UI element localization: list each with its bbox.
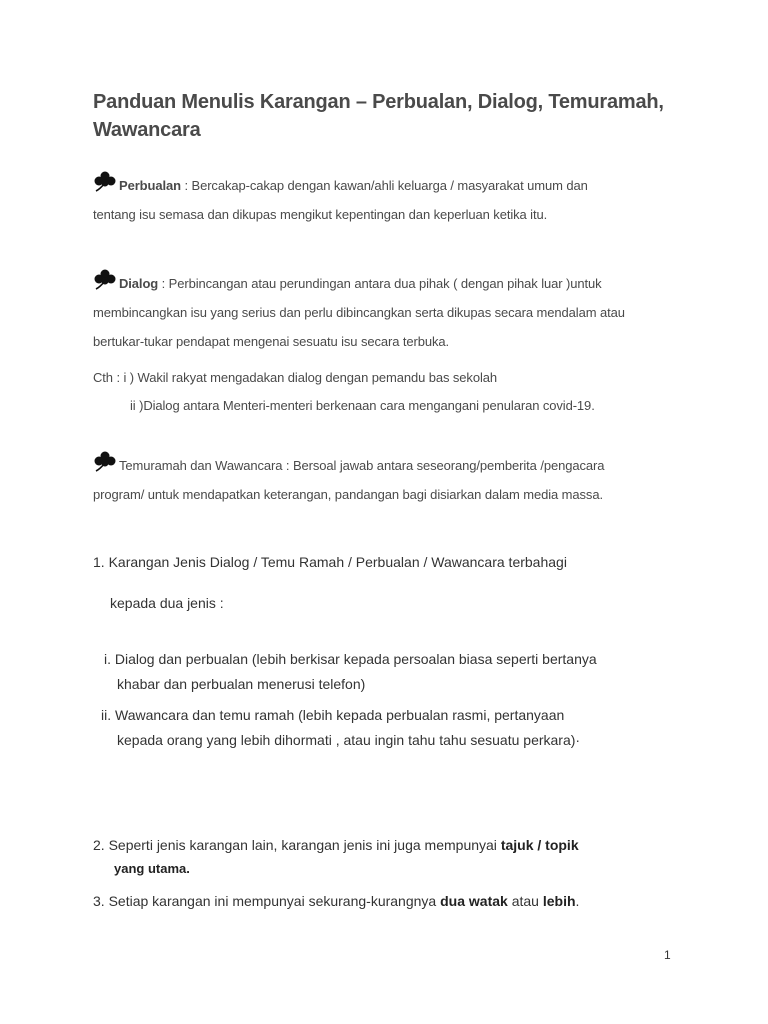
- dialog-line-2: membincangkan isu yang serius dan perlu dibincangkan serta dikupas secara mendalam atau: [93, 305, 625, 320]
- title-line-1: Panduan Menulis Karangan – Perbualan, Dialog, Temuramah,: [93, 91, 664, 113]
- perbualan-paragraph: [93, 170, 693, 229]
- clover-icon: [93, 268, 117, 290]
- dialog-line-3: bertukar-tukar pendapat mengenai sesuatu isu secara terbuka.: [93, 334, 450, 349]
- dialog-term: Dialog: [119, 276, 159, 291]
- point-3-bold-1: dua watak: [440, 893, 508, 909]
- point-3-bold-2: lebih: [542, 893, 576, 909]
- sub-point-i-line-1: i. Dialog dan perbualan (lebih berkisar kepada persoalan biasa seperti bertanya: [104, 651, 597, 667]
- sub-point-ii-line-2: kepada orang yang lebih dihormati , atau ingin tahu tahu sesuatu perkara)·: [117, 732, 581, 748]
- perbualan-term: Perbualan: [119, 178, 181, 193]
- perbualan-definition: : Bercakap-cakap dengan kawan/ahli keluarga / masyarakat umum dan: [180, 178, 588, 193]
- dialog-examples: [93, 364, 693, 420]
- point-2-bold: tajuk / topik: [500, 837, 579, 853]
- temuramah-definition: Temuramah dan Wawancara : Bersoal jawab antara seseorang/pemberita /pengacara: [119, 458, 605, 473]
- point-2-line-1: [93, 837, 713, 853]
- clover-icon: [93, 170, 117, 192]
- dialog-definition: : Perbincangan atau perundingan antara dua pihak ( dengan pihak luar )untuk: [158, 276, 602, 291]
- sub-point-i-line-2: khabar dan perbualan menerusi telefon): [117, 676, 366, 692]
- point-2-text: 2. Seperti jenis karangan lain, karangan jenis ini juga mempunyai: [93, 837, 501, 853]
- dialog-example-1: Cth : i ) Wakil rakyat mengadakan dialog dengan pemandu bas sekolah: [93, 370, 498, 385]
- point-3: [93, 893, 713, 909]
- dialog-example-2: ii )Dialog antara Menteri-menteri berkenaan cara mengangani penularan covid-19.: [130, 398, 595, 413]
- point-3-text: 3. Setiap karangan ini mempunyai sekurang-kurangnya: [93, 893, 441, 909]
- point-1-line-2: kepada dua jenis :: [110, 595, 224, 611]
- perbualan-line-2: tentang isu semasa dan dikupas mengikut kepentingan dan keperluan ketika itu.: [93, 207, 548, 222]
- page-number: 1: [664, 948, 671, 962]
- point-2-line-2: yang utama.: [114, 861, 190, 876]
- point-3-mid: atau: [507, 893, 543, 909]
- point-3-post: .: [575, 893, 580, 909]
- temuramah-paragraph: [93, 450, 693, 509]
- sub-point-ii-line-1: ii. Wawancara dan temu ramah (lebih kepada perbualan rasmi, pertanyaan: [101, 707, 565, 723]
- page-title: [93, 88, 693, 144]
- title-line-2: Wawancara: [93, 119, 201, 141]
- clover-icon: [93, 450, 117, 472]
- temuramah-line-2: program/ untuk mendapatkan keterangan, pandangan bagi disiarkan dalam media massa.: [93, 487, 603, 502]
- dialog-paragraph: [93, 268, 693, 356]
- point-1-line-1: 1. Karangan Jenis Dialog / Temu Ramah / Perbualan / Wawancara terbahagi: [93, 554, 567, 570]
